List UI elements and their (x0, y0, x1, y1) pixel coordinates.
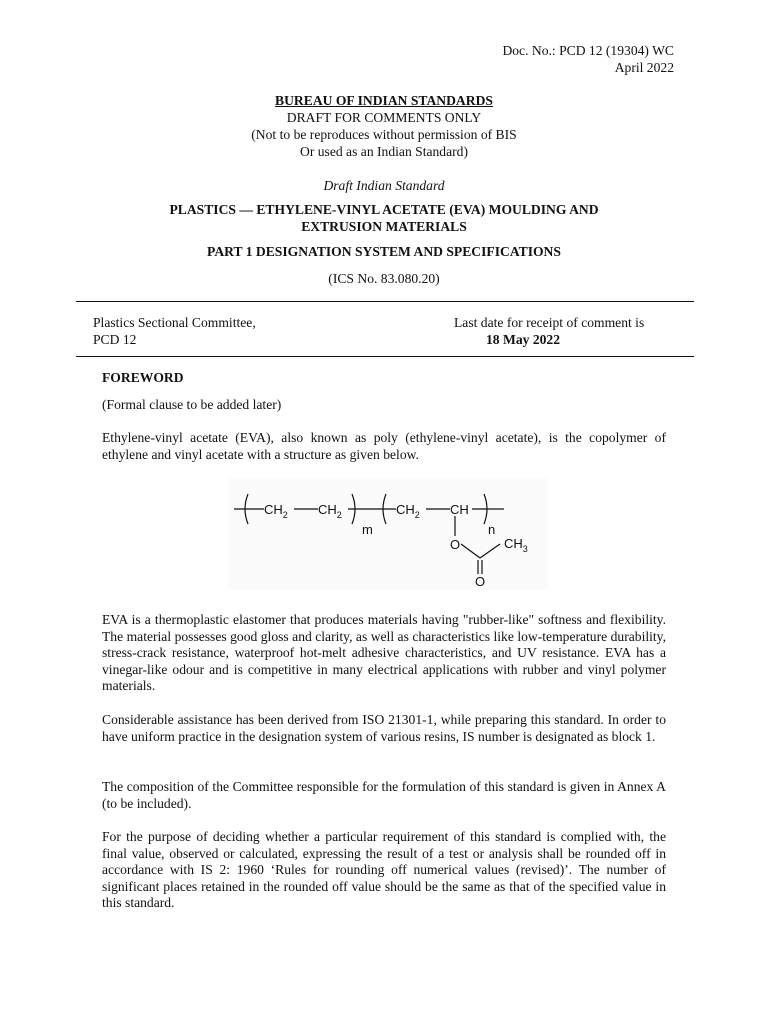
document-number-block (502, 42, 674, 76)
ch3-group: $CH_3$ (504, 536, 528, 554)
foreword-paragraph-6: For the purpose of deciding whether a particular requirement of this standard is complied with, the final value, observed or calculated, expressing the result of a test or analysis shall be rounded off in accordance with IS 2: 1960 ‘Rules for rounding off numerical values (revised)’. The number of significant places retained in the rounded off value should be the same as that of the specified value in this standard. (102, 829, 666, 910)
committee-name: Plastics Sectional Committee, (93, 315, 256, 330)
committee-info (93, 314, 256, 348)
eva-structure-diagram (228, 478, 548, 590)
foreword-paragraph-1: (Formal clause to be added later) (102, 397, 282, 412)
reproduction-notice: (Not to be reproduces without permission of BIS (251, 127, 517, 142)
foreword-paragraph-3: EVA is a thermoplastic elastomer that produces materials having "rubber-like" softness and flexibility. The material possesses good gloss and clarity, as well as characteristics like low-temperature durability, stress-crack resistance, waterproof hot-melt adhesive characteristics, and UV resistance. EVA has a vinegar-like odour and is competitive in many electrical applications with rubber and vinyl polymer materials. (102, 612, 666, 693)
ch2-group-1: $CH_2$ (264, 502, 288, 520)
bureau-header (0, 92, 768, 160)
ch2-group-2: $CH_2$ (318, 502, 342, 520)
foreword-heading: FOREWORD (102, 370, 184, 385)
deadline-date: 18 May 2022 (486, 332, 561, 347)
bottom-divider (76, 356, 694, 357)
foreword-paragraph-5: The composition of the Committee responsible for the formulation of this standard is given in Annex A (to be included). (102, 779, 666, 811)
draft-notice: DRAFT FOR COMMENTS ONLY (286, 110, 482, 125)
usage-notice: Or used as an Indian Standard) (300, 144, 468, 159)
bureau-name: BUREAU OF INDIAN STANDARDS (275, 93, 493, 108)
draft-standard-label: Draft Indian Standard (323, 178, 445, 193)
standard-title-line1: PLASTICS — ETHYLENE-VINYL ACETATE (EVA) MOULDING AND (169, 202, 599, 217)
doc-date: April 2022 (614, 60, 674, 75)
foreword-paragraph-2: Ethylene-vinyl acetate (EVA), also known as poly (ethylene-vinyl acetate), is the copolymer of ethylene and vinyl acetate with a structure as given below. (102, 430, 666, 462)
part-title: PART 1 DESIGNATION SYSTEM AND SPECIFICATIONS (207, 244, 561, 259)
standard-title-line2: EXTRUSION MATERIALS (301, 219, 467, 234)
top-divider (76, 301, 694, 302)
deadline-label: Last date for receipt of comment is (454, 315, 645, 330)
committee-code: PCD 12 (93, 332, 137, 347)
subscript-m: m (362, 522, 373, 537)
ester-oxygen: O (450, 537, 461, 552)
carbonyl-oxygen: O (475, 574, 486, 589)
comment-deadline (454, 314, 644, 348)
ch2-group-3: $CH_2$ (396, 502, 420, 520)
foreword-paragraph-4: Considerable assistance has been derived from ISO 21301-1, while preparing this standard. In order to have uniform practice in the designation system of various resins, IS number is designated as block 1. (102, 712, 666, 744)
ics-number: (ICS No. 83.080.20) (328, 271, 440, 286)
standard-title (0, 201, 768, 235)
doc-number: Doc. No.: PCD 12 (19304) WC (502, 43, 674, 58)
ch-group: CH (450, 502, 469, 517)
subscript-n: n (488, 522, 496, 537)
